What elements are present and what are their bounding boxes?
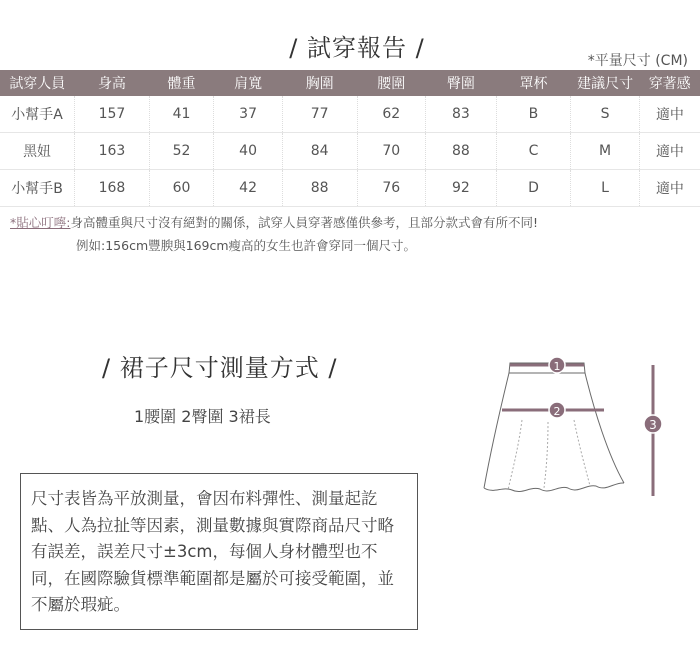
cell-bust: 77: [282, 96, 357, 133]
cell-hip: 83: [426, 96, 497, 133]
cell-fit-feel: 適中: [639, 133, 700, 170]
cell-cup: B: [496, 96, 571, 133]
cell-hip: 92: [426, 170, 497, 207]
cell-height: 157: [75, 96, 150, 133]
cell-height: 168: [75, 170, 150, 207]
fit-note-label: *貼心叮嚀:: [10, 215, 71, 230]
cell-hip: 88: [426, 133, 497, 170]
cell-suggested-size: S: [571, 96, 640, 133]
hip-marker-label: 2: [553, 405, 561, 418]
cell-tester: 小幫手B: [0, 170, 75, 207]
fit-report-title: / 試穿報告 /: [289, 34, 425, 62]
fit-report-table: [0, 70, 700, 207]
header-bust: 胸圍: [282, 70, 357, 96]
cell-waist: 70: [357, 133, 426, 170]
cell-suggested-size: M: [571, 133, 640, 170]
header-weight: 體重: [149, 70, 214, 96]
table-header-row: [0, 70, 700, 96]
cell-waist: 76: [357, 170, 426, 207]
cell-tester: 黑妞: [0, 133, 75, 170]
cell-weight: 41: [149, 96, 214, 133]
table-row: [0, 96, 700, 133]
cell-tester: 小幫手A: [0, 96, 75, 133]
measurement-note-box: 尺寸表皆為平放測量，會因布料彈性、測量起訖點、人為拉扯等因素，測量數據與實際商品尺寸略有誤差，誤差尺寸±3cm，每個人身材體型也不同，在國際驗貨標準範圍都是屬於可接受範圍，並不屬於瑕疵。: [20, 473, 418, 630]
measure-legend: 1腰圍 2臀圍 3裙長: [134, 407, 271, 426]
cell-suggested-size: L: [571, 170, 640, 207]
cell-height: 163: [75, 133, 150, 170]
cell-fit-feel: 適中: [639, 170, 700, 207]
fit-note-example: 例如:156cm豐腴與169cm瘦高的女生也許會穿同一個尺寸。: [76, 238, 417, 253]
fit-note-text: 身高體重與尺寸沒有絕對的關係，試穿人員穿著感僅供參考，且部分款式會有所不同!: [70, 215, 538, 230]
header-shoulder: 肩寬: [214, 70, 283, 96]
skirt-diagram: [470, 350, 670, 500]
cell-shoulder: 37: [214, 96, 283, 133]
waist-marker-label: 1: [553, 360, 561, 373]
cell-cup: C: [496, 133, 571, 170]
measure-title: / 裙子尺寸測量方式 /: [102, 354, 338, 382]
header-height: 身高: [75, 70, 150, 96]
header-cup: 罩杯: [496, 70, 571, 96]
header-tester: 試穿人員: [0, 70, 75, 96]
table-row: [0, 133, 700, 170]
cell-bust: 84: [282, 133, 357, 170]
header-hip: 臀圍: [426, 70, 497, 96]
skirt-illustration: [484, 363, 624, 492]
cell-weight: 60: [149, 170, 214, 207]
cell-shoulder: 40: [214, 133, 283, 170]
cell-weight: 52: [149, 133, 214, 170]
cell-bust: 88: [282, 170, 357, 207]
header-suggested-size: 建議尺寸: [571, 70, 640, 96]
header-waist: 腰圍: [357, 70, 426, 96]
cell-fit-feel: 適中: [639, 96, 700, 133]
table-row: [0, 170, 700, 207]
header-fit-feel: 穿著感: [639, 70, 700, 96]
fit-note: [10, 213, 538, 231]
cell-waist: 62: [357, 96, 426, 133]
unit-note: *平量尺寸 (CM): [587, 53, 688, 69]
cell-shoulder: 42: [214, 170, 283, 207]
cell-cup: D: [496, 170, 571, 207]
length-marker-label: 3: [649, 418, 657, 432]
